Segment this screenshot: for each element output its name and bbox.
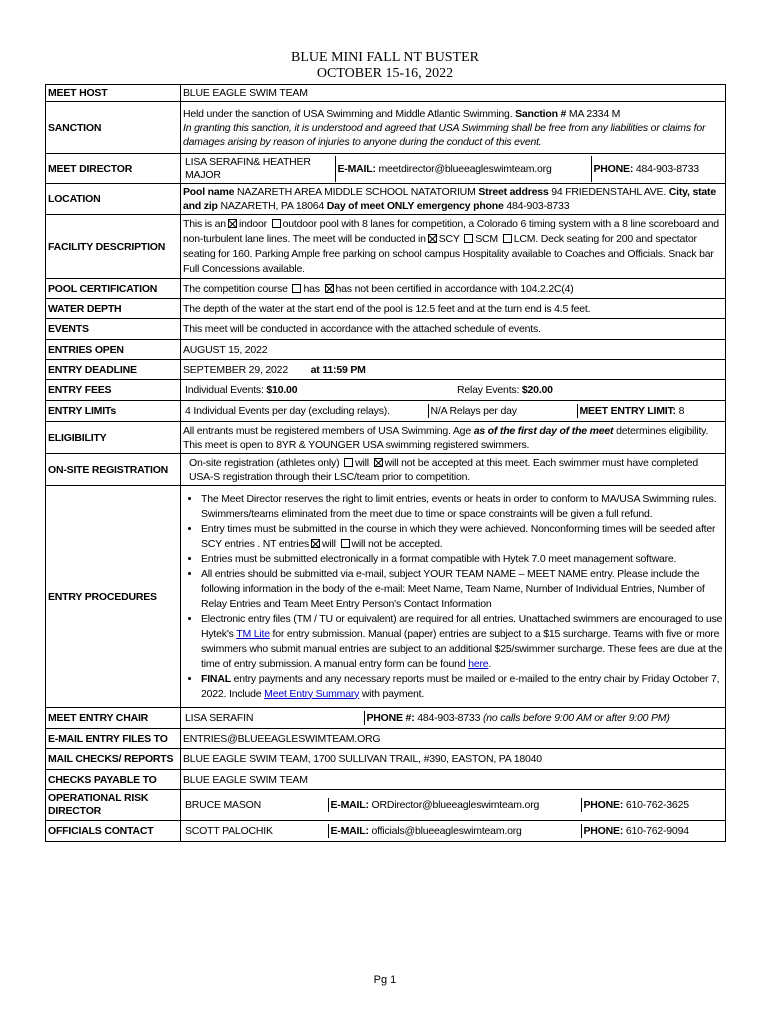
sanction-number-label: Sanction # xyxy=(515,107,567,120)
proc-files-text: Electronic entry files (TM / TU or equivalent) are required for all entries. Unattached swimmers are encouraged to use Hytek's xyxy=(201,612,723,640)
fee-individual-value: $10.00 xyxy=(266,384,298,396)
limit-individual: 4 Individual Events per day (excluding relays). xyxy=(185,405,390,417)
label-entries-open: ENTRIES OPEN xyxy=(46,340,181,360)
scm-checkbox[interactable] xyxy=(464,234,473,243)
facility-indoor: indoor xyxy=(238,217,267,230)
officials-name: SCOTT PALOCHIK xyxy=(185,825,273,837)
row-pool-cert xyxy=(46,279,726,299)
street: 94 FRIEDENSTAHL AVE. xyxy=(548,186,669,198)
risk-email-value: ORDirector@blueeagleswimteam.org xyxy=(368,799,540,811)
value-location xyxy=(181,184,726,215)
fee-relay-label: Relay Events: xyxy=(457,384,522,396)
value-mail-checks: BLUE EAGLE SWIM TEAM, 1700 SULLIVAN TRAIL, #390, EASTON, PA 18040 xyxy=(181,749,726,770)
fee-individual-label: Individual Events: xyxy=(185,384,267,396)
tm-lite-link[interactable]: TM Lite xyxy=(236,627,270,640)
risk-director-inner xyxy=(183,798,723,812)
officials-phone xyxy=(581,824,723,838)
entry-limits-inner xyxy=(183,404,723,418)
proc-final-text: entry payments and any necessary reports must be mailed or e-mailed to the entry chair by Friday October 7, 2022. Include xyxy=(201,672,720,700)
onsite-intro: On-site registration (athletes only) xyxy=(189,456,340,469)
row-entry-limits xyxy=(46,401,726,422)
value-facility xyxy=(181,215,726,279)
label-pool-cert: POOL CERTIFICATION xyxy=(46,279,181,299)
director-email-value: meetdirector@blueeagleswimteam.org xyxy=(375,162,552,175)
label-meet-director: MEET DIRECTOR xyxy=(46,154,181,184)
city: NAZARETH, PA 18064 xyxy=(217,200,327,212)
list-item: • All entries should be submitted via e-mail, subject YOUR TEAM NAME – MEET NAME entry. Please include the following information in the body of the e-mail: Meet Name, Team Name, Number of Individual Entries, Number of Relay Entries and Team Meet Entry Person's Contact Information xyxy=(201,567,723,612)
value-eligibility xyxy=(181,422,726,454)
fee-relay xyxy=(455,383,723,397)
row-entries-open xyxy=(46,340,726,360)
label-facility: FACILITY DESCRIPTION xyxy=(46,215,181,279)
nt-willnot-checkbox[interactable] xyxy=(341,539,350,548)
list-item: • The Meet Director reserves the right to limit entries, events or heats in order to conform to MA/USA Swimming rules. Swimmers/teams eliminated from the meet due to time or space constraints will be given a full refund. xyxy=(201,492,723,522)
risk-phone-value: 610-762-3625 xyxy=(623,799,689,811)
scy-checkbox[interactable] xyxy=(428,234,437,243)
value-email-files[interactable]: ENTRIES@BLUEEAGLESWIMTEAM.ORG xyxy=(181,729,726,749)
eligibility-age-rule: as of the first day of the meet xyxy=(473,424,614,437)
label-entry-deadline: ENTRY DEADLINE xyxy=(46,360,181,380)
value-entry-deadline xyxy=(181,360,726,380)
officials-inner xyxy=(183,824,723,838)
proc-nt-will: will xyxy=(322,537,336,550)
limit-meet-value: 8 xyxy=(675,405,685,417)
row-mail-checks xyxy=(46,749,726,770)
row-entry-fees xyxy=(46,380,726,401)
sanction-disclaimer: In granting this sanction, it is understood and agreed that USA Swimming shall be free from any liabilities or claims for damages arising by reason of injuries to anyone during the conduct of this event. xyxy=(183,121,706,148)
procedures-list xyxy=(183,492,723,702)
row-facility xyxy=(46,215,726,279)
entry-chair-note: (no calls before 9:00 AM or after 9:00 PM) xyxy=(482,712,670,724)
row-meet-director xyxy=(46,154,726,184)
proc-final-end: with payment. xyxy=(359,687,425,700)
row-sanction xyxy=(46,102,726,154)
indoor-checkbox[interactable] xyxy=(228,219,237,228)
label-entry-chair: MEET ENTRY CHAIR xyxy=(46,708,181,729)
sanction-number: MA 2334 M xyxy=(566,107,621,120)
risk-director-email[interactable] xyxy=(328,798,581,812)
label-checks-payable: CHECKS PAYABLE TO xyxy=(46,770,181,790)
has-not-checkbox[interactable] xyxy=(325,284,334,293)
city-label: City, state and zip xyxy=(183,186,716,212)
row-water-depth xyxy=(46,299,726,319)
row-risk-director xyxy=(46,790,726,821)
value-onsite xyxy=(181,454,726,486)
row-entry-deadline xyxy=(46,360,726,380)
emergency-phone: 484-903-8733 xyxy=(503,200,570,212)
label-sanction: SANCTION xyxy=(46,102,181,154)
row-events xyxy=(46,319,726,340)
officials-cell xyxy=(181,821,726,842)
meet-director-cell xyxy=(181,154,726,184)
row-officials xyxy=(46,821,726,842)
deadline-time: at 11:59 PM xyxy=(310,363,366,376)
risk-email-label: E-MAIL: xyxy=(330,799,369,811)
pool-name-label: Pool name xyxy=(183,186,235,198)
officials-email-label: E-MAIL: xyxy=(330,825,369,837)
value-sanction xyxy=(181,102,726,154)
limit-meet-label: MEET ENTRY LIMIT: xyxy=(579,405,676,417)
meet-info-table xyxy=(45,84,726,842)
pool-cert-has: has xyxy=(303,282,320,295)
value-meet-host: BLUE EAGLE SWIM TEAM xyxy=(181,85,726,102)
emergency-phone-label: Day of meet ONLY emergency phone xyxy=(326,200,504,212)
list-item xyxy=(201,612,723,672)
facility-scy: SCY xyxy=(438,232,460,245)
risk-director-name: BRUCE MASON xyxy=(185,799,261,811)
pool-name: NAZARETH AREA MIDDLE SCHOOL NATATORIUM xyxy=(234,186,479,198)
entry-chair-name: LISA SERAFIN xyxy=(185,712,254,724)
facility-intro: This is an xyxy=(183,217,226,230)
row-meet-host xyxy=(46,85,726,102)
proc-files-text-2: for entry submission. Manual (paper) entries are subject to a $15 surcharge. Teams with five or more swimmers who submit manual entries are subject to an additional $25/swimmer surcharge. These fees are due at the time of entry submission. A manual entry form can be found xyxy=(201,627,723,670)
officials-phone-label: PHONE: xyxy=(583,825,624,837)
pool-cert-hasnot: has not been certified in accordance with 104.2.2C(4) xyxy=(335,282,574,295)
list-item xyxy=(201,522,723,552)
facility-outdoor: outdoor pool with 8 lanes for competition, a Colorado 6 timing system with a 8 line scoreboard and non-turbulent lane lines. The meet will be conducted in xyxy=(183,217,719,245)
deadline-date: SEPTEMBER 29, 2022 xyxy=(183,363,288,376)
eligibility-text-2: determines eligibility. This meet is open to 8YR & YOUNGER USA swimming registered swimmers. xyxy=(183,424,709,451)
row-entry-chair xyxy=(46,708,726,729)
street-label: Street address xyxy=(478,186,549,198)
nt-will-checkbox[interactable] xyxy=(311,539,320,548)
director-phone-label: PHONE: xyxy=(593,162,634,175)
label-entry-limits: ENTRY LIMITs xyxy=(46,401,181,422)
entry-limits-cell xyxy=(181,401,726,422)
risk-director-phone xyxy=(581,798,723,812)
meet-title: BLUE MINI FALL NT BUSTER xyxy=(291,50,479,65)
label-risk-director: OPERATIONAL RISK DIRECTOR xyxy=(46,790,181,821)
entry-chair-inner xyxy=(183,711,723,725)
entry-fees-cell xyxy=(181,380,726,401)
label-water-depth: WATER DEPTH xyxy=(46,299,181,319)
list-item xyxy=(201,672,723,702)
row-email-files xyxy=(46,729,726,749)
meet-dates: OCTOBER 15-16, 2022 xyxy=(316,66,454,81)
label-entry-fees: ENTRY FEES xyxy=(46,380,181,401)
value-events: This meet will be conducted in accordance with the attached schedule of events. xyxy=(181,319,726,340)
risk-phone-label: PHONE: xyxy=(583,799,624,811)
label-eligibility: ELIGIBILITY xyxy=(46,422,181,454)
page-number: Pg 1 xyxy=(373,974,397,986)
proc-files-end: . xyxy=(488,657,492,670)
label-mail-checks: MAIL CHECKS/ REPORTS xyxy=(46,749,181,770)
facility-scm: SCM xyxy=(475,232,498,245)
onsite-will: will xyxy=(355,456,369,469)
row-eligibility xyxy=(46,422,726,454)
entry-fees-inner xyxy=(183,383,723,397)
director-phone xyxy=(591,156,723,182)
outdoor-checkbox[interactable] xyxy=(272,219,281,228)
list-item: • Entries must be submitted electronically in a format compatible with Hytek 7.0 meet management software. xyxy=(201,552,723,567)
facility-lcm: LCM. Deck seating for 200 and spectator seating for 160. Parking Ample free parking on school campus Hospitality available to Coaches and Officials. Snack bar Full Concessions available. xyxy=(183,232,714,275)
value-entry-procedures xyxy=(181,486,726,708)
manual-entry-form-link[interactable]: here xyxy=(468,657,489,670)
has-checkbox[interactable] xyxy=(292,284,301,293)
entry-chair-phone xyxy=(364,711,723,725)
entry-chair-cell xyxy=(181,708,726,729)
row-onsite xyxy=(46,454,726,486)
sanction-text: Held under the sanction of USA Swimming and Middle Atlantic Swimming. xyxy=(183,107,516,120)
label-onsite: ON-SITE REGISTRATION xyxy=(46,454,181,486)
value-checks-payable: BLUE EAGLE SWIM TEAM xyxy=(181,770,726,790)
entry-chair-phone-value: 484-903-8733 xyxy=(414,712,483,724)
label-location: LOCATION xyxy=(46,184,181,215)
label-entry-procedures: ENTRY PROCEDURES xyxy=(46,486,181,708)
fee-relay-value: $20.00 xyxy=(521,384,553,396)
director-email[interactable] xyxy=(335,156,591,182)
value-water-depth: The depth of the water at the start end of the pool is 12.5 feet and at the turn end is 4.5 feet. xyxy=(181,299,726,319)
label-meet-host: MEET HOST xyxy=(46,85,181,102)
row-location xyxy=(46,184,726,215)
meet-entry-summary-link[interactable]: Meet Entry Summary xyxy=(264,687,360,700)
director-phone-value: 484-903-8733 xyxy=(633,162,699,175)
eligibility-text-1: All entrants must be registered members of USA Swimming. Age xyxy=(183,424,474,437)
pool-cert-intro: The competition course xyxy=(183,282,288,295)
entry-chair-phone-label: PHONE #: xyxy=(366,712,415,724)
limit-relay: N/A Relays per day xyxy=(428,404,577,418)
row-entry-procedures xyxy=(46,486,726,708)
director-email-label: E-MAIL: xyxy=(337,162,376,175)
lcm-checkbox[interactable] xyxy=(503,234,512,243)
onsite-will-checkbox[interactable] xyxy=(344,458,353,467)
limit-meet xyxy=(577,404,723,418)
label-officials: OFFICIALS CONTACT xyxy=(46,821,181,842)
officials-phone-value: 610-762-9094 xyxy=(623,825,689,837)
onsite-willnot: will not be accepted at this meet. Each swimmer must have completed USA-S registration through their LSC/team prior to competition. xyxy=(189,456,699,483)
onsite-willnot-checkbox[interactable] xyxy=(374,458,383,467)
value-pool-cert xyxy=(181,279,726,299)
meet-director-inner xyxy=(183,156,723,182)
row-checks-payable xyxy=(46,770,726,790)
risk-director-cell xyxy=(181,790,726,821)
proc-nt-willnot: will not be accepted. xyxy=(351,537,443,550)
proc-final-label: FINAL xyxy=(201,672,231,685)
value-entries-open: AUGUST 15, 2022 xyxy=(181,340,726,360)
director-name: LISA SERAFIN& HEATHER MAJOR xyxy=(185,155,311,181)
officials-email-value: officials@blueeagleswimteam.org xyxy=(368,825,522,837)
officials-email[interactable] xyxy=(328,824,581,838)
proc-nt-text: Entry times must be submitted in the course in which they were achieved. Nonconforming times will be seeded after SCY entries . NT entries xyxy=(201,522,716,550)
fee-individual xyxy=(183,383,455,397)
label-events: EVENTS xyxy=(46,319,181,340)
label-email-files: E-MAIL ENTRY FILES TO xyxy=(46,729,181,749)
